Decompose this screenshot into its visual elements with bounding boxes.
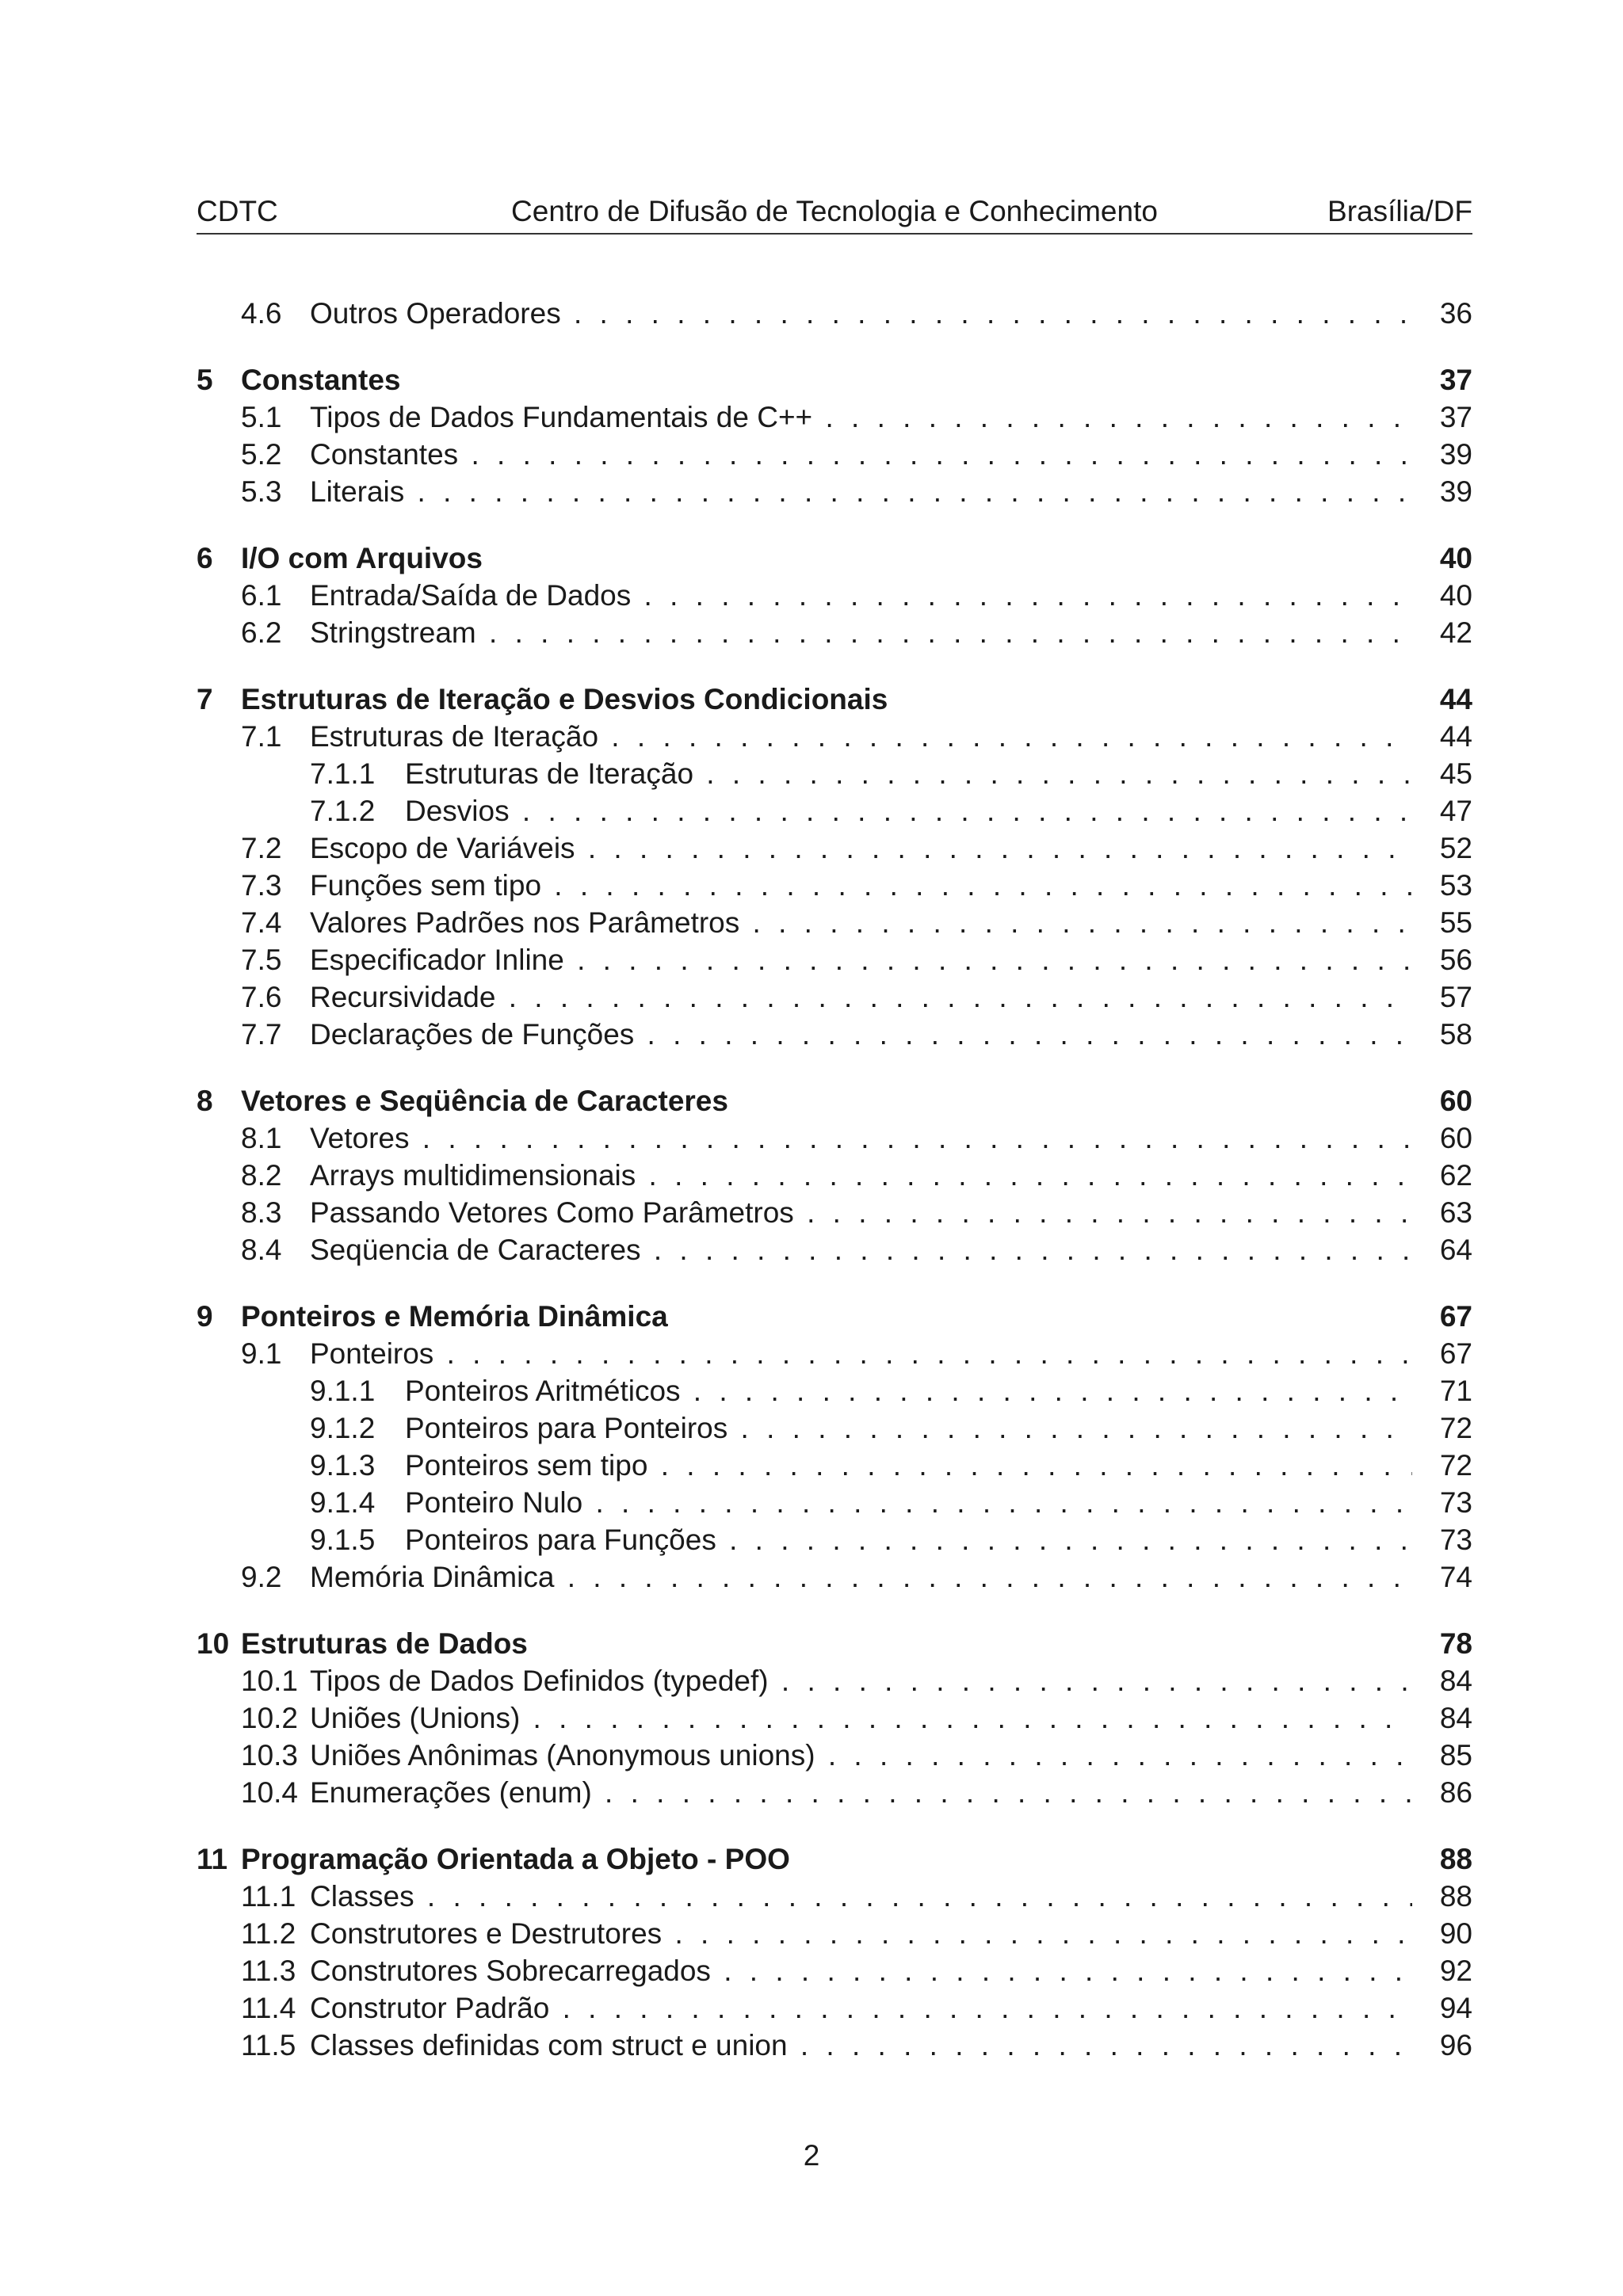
toc-entry-page: 73 (1435, 1484, 1472, 1521)
toc-entry-title: Seqüencia de Caracteres . . . (310, 1231, 1412, 1268)
toc-entry-title: Construtor Padrão . . . (310, 1989, 1412, 2027)
toc-entry-number: 9.2 (241, 1561, 282, 1593)
toc-entry-number: 10.4 (241, 1776, 299, 1809)
toc-entry-number: 11.4 (241, 1992, 296, 2024)
toc-entry-title: Tipos de Dados Definidos (typedef) . . . (310, 1662, 1412, 1699)
toc-section-entry[interactable] (197, 1335, 1472, 1372)
toc-entry-page: 94 (1435, 1989, 1472, 2027)
toc-entry-title: Passando Vetores Como Parâmetros . . . (310, 1194, 1412, 1231)
toc-entry-title: Classes . . . (310, 1878, 1412, 1915)
toc-entry-number: 9.1.1 (310, 1375, 376, 1407)
toc-section-entry[interactable] (197, 1157, 1472, 1194)
toc-entry-number: 9.1 (241, 1337, 282, 1370)
toc-section-entry[interactable] (197, 1662, 1472, 1699)
toc-entry-title: Construtores Sobrecarregados . . . (310, 1952, 1412, 1989)
toc-entry-page: 84 (1435, 1699, 1472, 1737)
toc-entry-number: 11 (197, 1843, 228, 1875)
toc-entry-page: 63 (1435, 1194, 1472, 1231)
toc-entry-title: Especificador Inline . . . (310, 941, 1412, 978)
toc-section-entry[interactable] (197, 904, 1472, 941)
toc-entry-title: Estruturas de Iteração e Desvios Condicionais (241, 683, 888, 715)
toc-entry-title: Estruturas de Iteração . . . (310, 718, 1412, 755)
toc-entry-title: Ponteiros sem tipo . . . (405, 1447, 1412, 1484)
toc-entry-number: 8.1 (241, 1122, 282, 1154)
toc-section-entry[interactable] (197, 473, 1472, 510)
toc-section-entry[interactable] (197, 1878, 1472, 1915)
toc-entry-page: 72 (1435, 1409, 1472, 1447)
toc-entry-title: Funções sem tipo . . . (310, 867, 1412, 904)
toc-section-entry[interactable] (197, 867, 1472, 904)
toc-entry-number: 7.2 (241, 832, 282, 864)
toc-entry-page: 71 (1435, 1372, 1472, 1409)
table-of-contents (197, 295, 1472, 2064)
toc-entry-title: Uniões (Unions) . . . (310, 1699, 1412, 1737)
toc-entry-number: 7.5 (241, 944, 282, 976)
toc-section-entry[interactable] (197, 1558, 1472, 1596)
toc-entry-page: 73 (1435, 1521, 1472, 1558)
toc-entry-page: 64 (1435, 1231, 1472, 1268)
toc-entry-page: 45 (1435, 755, 1472, 792)
toc-entry-title: Ponteiros para Ponteiros . . . (405, 1409, 1412, 1447)
toc-entry-number: 7.3 (241, 869, 282, 902)
toc-entry-page: 84 (1435, 1662, 1472, 1699)
toc-entry-number: 10.1 (241, 1665, 299, 1697)
toc-entry-number: 5.3 (241, 475, 282, 508)
toc-entry-page: 60 (1435, 1082, 1472, 1119)
toc-entry-page: 62 (1435, 1157, 1472, 1194)
toc-entry-title: Literais . . . (310, 473, 1412, 510)
toc-entry-title: Estruturas de Dados (241, 1627, 528, 1660)
toc-entry-title: Valores Padrões nos Parâmetros . . . (310, 904, 1412, 941)
toc-section-entry[interactable] (197, 1484, 1472, 1521)
toc-entry-page: 47 (1435, 792, 1472, 830)
toc-entry-page: 39 (1435, 473, 1472, 510)
toc-section-entry[interactable] (197, 941, 1472, 978)
toc-entry-number: 7 (197, 683, 213, 715)
toc-section-entry[interactable] (197, 718, 1472, 755)
toc-entry-title: Ponteiro Nulo . . . (405, 1484, 1412, 1521)
toc-entry-title: Escopo de Variáveis . . . (310, 830, 1412, 867)
toc-entry-number: 9.1.2 (310, 1412, 376, 1444)
toc-section-entry[interactable] (197, 1016, 1472, 1053)
toc-entry-page: 37 (1435, 361, 1472, 399)
toc-chapter-entry[interactable] (197, 540, 1472, 577)
toc-section-entry[interactable] (197, 1194, 1472, 1231)
toc-entry-page: 96 (1435, 2027, 1472, 2064)
toc-entry-page: 44 (1435, 718, 1472, 755)
toc-entry-number: 9.1.5 (310, 1524, 376, 1556)
toc-entry-page: 85 (1435, 1737, 1472, 1774)
toc-section-entry[interactable] (197, 978, 1472, 1016)
toc-section-entry[interactable] (197, 792, 1472, 830)
toc-entry-title: Programação Orientada a Objeto - POO (241, 1843, 790, 1875)
toc-entry-title: Vetores e Seqüência de Caracteres (241, 1085, 728, 1117)
toc-entry-title: Tipos de Dados Fundamentais de C++ . . . (310, 399, 1412, 436)
toc-entry-title: Entrada/Saída de Dados . . . (310, 577, 1412, 614)
toc-entry-number: 6.2 (241, 616, 282, 649)
toc-section-entry[interactable] (197, 1952, 1472, 1989)
toc-section-entry[interactable] (197, 755, 1472, 792)
toc-entry-title: Classes definidas com struct e union . . . (310, 2027, 1412, 2064)
toc-entry-number: 10 (197, 1627, 230, 1660)
toc-entry-page: 39 (1435, 436, 1472, 473)
toc-entry-page: 42 (1435, 614, 1472, 651)
toc-entry-number: 9.1.3 (310, 1449, 376, 1482)
toc-chapter-entry[interactable] (197, 1298, 1472, 1335)
toc-chapter-entry[interactable] (197, 1840, 1472, 1878)
toc-entry-title: Desvios . . . (405, 792, 1412, 830)
toc-section-entry[interactable] (197, 1699, 1472, 1737)
toc-entry-number: 8 (197, 1085, 213, 1117)
toc-section-entry[interactable] (197, 399, 1472, 436)
toc-entry-title: Stringstream . . . (310, 614, 1412, 651)
toc-section-entry[interactable] (197, 1447, 1472, 1484)
toc-section-entry[interactable] (197, 1231, 1472, 1268)
toc-entry-page: 60 (1435, 1119, 1472, 1157)
toc-entry-number: 7.4 (241, 906, 282, 939)
toc-entry-title: Estruturas de Iteração . . . (405, 755, 1412, 792)
toc-entry-page: 86 (1435, 1774, 1472, 1811)
toc-entry-page: 92 (1435, 1952, 1472, 1989)
toc-entry-number: 11.2 (241, 1917, 296, 1950)
toc-entry-page: 55 (1435, 904, 1472, 941)
toc-section-entry[interactable] (197, 1372, 1472, 1409)
toc-entry-page: 36 (1435, 295, 1472, 332)
toc-entry-number: 7.1.2 (310, 795, 376, 827)
toc-entry-page: 74 (1435, 1558, 1472, 1596)
toc-entry-title: Vetores . . . (310, 1119, 1412, 1157)
toc-entry-number: 7.6 (241, 981, 282, 1013)
toc-entry-number: 8.4 (241, 1234, 282, 1266)
toc-entry-title: Uniões Anônimas (Anonymous unions) . . . (310, 1737, 1412, 1774)
toc-entry-title: Ponteiros Aritméticos . . . (405, 1372, 1412, 1409)
toc-entry-page: 56 (1435, 941, 1472, 978)
toc-entry-page: 88 (1435, 1878, 1472, 1915)
toc-section-entry[interactable] (197, 1521, 1472, 1558)
toc-entry-title: Declarações de Funções . . . (310, 1016, 1412, 1053)
toc-entry-title: Recursividade . . . (310, 978, 1412, 1016)
toc-entry-number: 11.3 (241, 1955, 296, 1987)
toc-entry-page: 57 (1435, 978, 1472, 1016)
toc-entry-title: Arrays multidimensionais . . . (310, 1157, 1412, 1194)
toc-entry-title: Enumerações (enum) . . . (310, 1774, 1412, 1811)
toc-entry-page: 52 (1435, 830, 1472, 867)
toc-chapter-entry[interactable] (197, 361, 1472, 399)
toc-entry-title: Ponteiros para Funções . . . (405, 1521, 1412, 1558)
toc-entry-page: 88 (1435, 1840, 1472, 1878)
toc-section-entry[interactable] (197, 2027, 1472, 2064)
toc-entry-page: 40 (1435, 577, 1472, 614)
toc-entry-page: 67 (1435, 1335, 1472, 1372)
toc-entry-number: 9.1.4 (310, 1486, 376, 1519)
toc-entry-page: 90 (1435, 1915, 1472, 1952)
toc-section-entry[interactable] (197, 1915, 1472, 1952)
toc-entry-number: 10.3 (241, 1739, 299, 1772)
toc-entry-page: 53 (1435, 867, 1472, 904)
toc-entry-page: 58 (1435, 1016, 1472, 1053)
toc-entry-page: 44 (1435, 681, 1472, 718)
toc-entry-number: 6.1 (241, 579, 282, 612)
toc-entry-page: 67 (1435, 1298, 1472, 1335)
toc-section-entry[interactable] (197, 1737, 1472, 1774)
toc-entry-title: Construtores e Destrutores . . . (310, 1915, 1412, 1952)
toc-section-entry[interactable] (197, 577, 1472, 614)
toc-entry-number: 8.2 (241, 1159, 282, 1192)
page-number: 2 (803, 2139, 820, 2172)
header-left-text: CDTC (197, 195, 278, 227)
toc-entry-title: Constantes . . . (310, 436, 1412, 473)
toc-chapter-entry[interactable] (197, 681, 1472, 718)
toc-entry-number: 5.2 (241, 438, 282, 471)
header-right-text: Brasília/DF (1327, 195, 1472, 227)
toc-entry-title: Memória Dinâmica . . . (310, 1558, 1412, 1596)
toc-section-entry[interactable] (197, 1409, 1472, 1447)
toc-entry-number: 7.1 (241, 720, 282, 753)
toc-section-entry[interactable] (197, 1774, 1472, 1811)
toc-entry-page: 40 (1435, 540, 1472, 577)
toc-chapter-entry[interactable] (197, 1625, 1472, 1662)
toc-entry-title: Ponteiros e Memória Dinâmica (241, 1300, 668, 1333)
toc-entry-number: 11.5 (241, 2029, 296, 2061)
toc-entry-title: Constantes (241, 364, 401, 396)
toc-entry-number: 6 (197, 542, 213, 574)
toc-entry-number: 5.1 (241, 401, 282, 433)
toc-entry-number: 8.3 (241, 1196, 282, 1229)
toc-entry-number: 10.2 (241, 1702, 299, 1734)
toc-section-entry[interactable] (197, 1989, 1472, 2027)
toc-entry-title: Outros Operadores . . . (310, 295, 1412, 332)
toc-section-entry[interactable] (197, 436, 1472, 473)
toc-section-entry[interactable] (197, 830, 1472, 867)
toc-entry-number: 9 (197, 1300, 213, 1333)
toc-section-entry[interactable] (197, 614, 1472, 651)
toc-entry-title: I/O com Arquivos (241, 542, 483, 574)
page-header (197, 190, 1472, 235)
toc-entry-number: 7.1.1 (310, 757, 376, 790)
toc-entry-number: 4.6 (241, 297, 282, 330)
toc-entry-page: 72 (1435, 1447, 1472, 1484)
toc-entry-number: 5 (197, 364, 213, 396)
toc-entry-title: Ponteiros . . . (310, 1335, 1412, 1372)
toc-section-entry[interactable] (197, 1119, 1472, 1157)
toc-entry-number: 7.7 (241, 1018, 282, 1051)
toc-chapter-entry[interactable] (197, 1082, 1472, 1119)
toc-entry-page: 78 (1435, 1625, 1472, 1662)
toc-entry-page: 37 (1435, 399, 1472, 436)
toc-section-entry[interactable] (197, 295, 1472, 332)
header-center-text: Centro de Difusão de Tecnologia e Conhecimento (511, 195, 1158, 227)
toc-entry-number: 11.1 (241, 1880, 296, 1913)
